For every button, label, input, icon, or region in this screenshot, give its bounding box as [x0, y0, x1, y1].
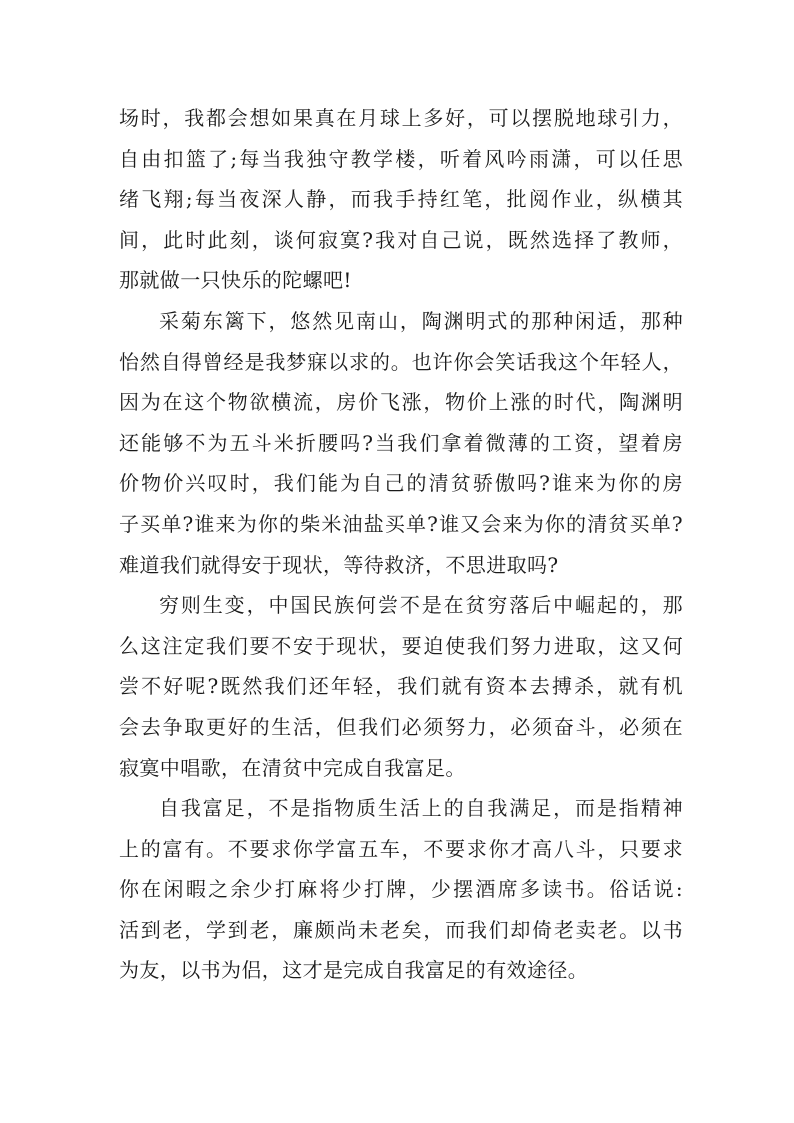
text-line: 那就做一只快乐的陀螺吧!	[119, 268, 352, 293]
paragraph-1	[119, 98, 683, 301]
text-line: 绪飞翔;每当夜深人静，而我手持红笔，批阅作业，纵横其	[119, 187, 683, 212]
text-line: 因为在这个物欲横流，房价飞涨，物价上涨的时代，陶渊明	[119, 390, 683, 415]
text-line: 子买单?谁来为你的柴米油盐买单?谁又会来为你的清贫买单?	[119, 511, 683, 536]
text-line: 穷则生变，中国民族何尝不是在贫穷落后中崛起的，那	[159, 593, 683, 618]
text-line: 活到老，学到老，廉颇尚未老矣，而我们却倚老卖老。以书	[119, 917, 683, 942]
text-line: 怡然自得曾经是我梦寐以求的。也许你会笑话我这个年轻人，	[119, 349, 683, 374]
text-line: 么这注定我们要不安于现状，要迫使我们努力进取，这又何	[119, 633, 683, 658]
text-line: 自由扣篮了;每当我独守教学楼，听着风吟雨潇，可以任思	[119, 146, 683, 171]
paragraph-3	[119, 585, 683, 788]
text-line: 上的富有。不要求你学富五车，不要求你才高八斗，只要求	[119, 836, 683, 861]
text-line: 还能够不为五斗米折腰吗?当我们拿着微薄的工资，望着房	[119, 430, 683, 455]
text-line: 采菊东篱下，悠然见南山，陶渊明式的那种闲适，那种	[159, 308, 683, 333]
text-line: 场时，我都会想如果真在月球上多好，可以摆脱地球引力，	[119, 106, 683, 130]
paragraph-2	[119, 301, 683, 585]
document-body	[119, 98, 683, 991]
text-line: 间，此时此刻，谈何寂寞?我对自己说，既然选择了教师，	[119, 227, 683, 252]
text-line: 尝不好呢?既然我们还年轻，我们就有资本去搏杀，就有机	[119, 674, 683, 699]
text-line: 为友，以书为侣，这才是完成自我富足的有效途径。	[119, 958, 589, 983]
text-line: 价物价兴叹时，我们能为自己的清贫骄傲吗?谁来为你的房	[119, 471, 683, 496]
text-line: 你在闲暇之余少打麻将少打牌，少摆酒席多读书。俗话说:	[119, 877, 683, 902]
text-line: 会去争取更好的生活，但我们必须努力，必须奋斗，必须在	[119, 714, 683, 739]
paragraph-4	[119, 788, 683, 991]
text-line: 难道我们就得安于现状，等待救济，不思进取吗?	[119, 552, 559, 577]
text-line: 自我富足，不是指物质生活上的自我满足，而是指精神	[159, 796, 683, 821]
text-line: 寂寞中唱歌，在清贫中完成自我富足。	[119, 755, 466, 780]
